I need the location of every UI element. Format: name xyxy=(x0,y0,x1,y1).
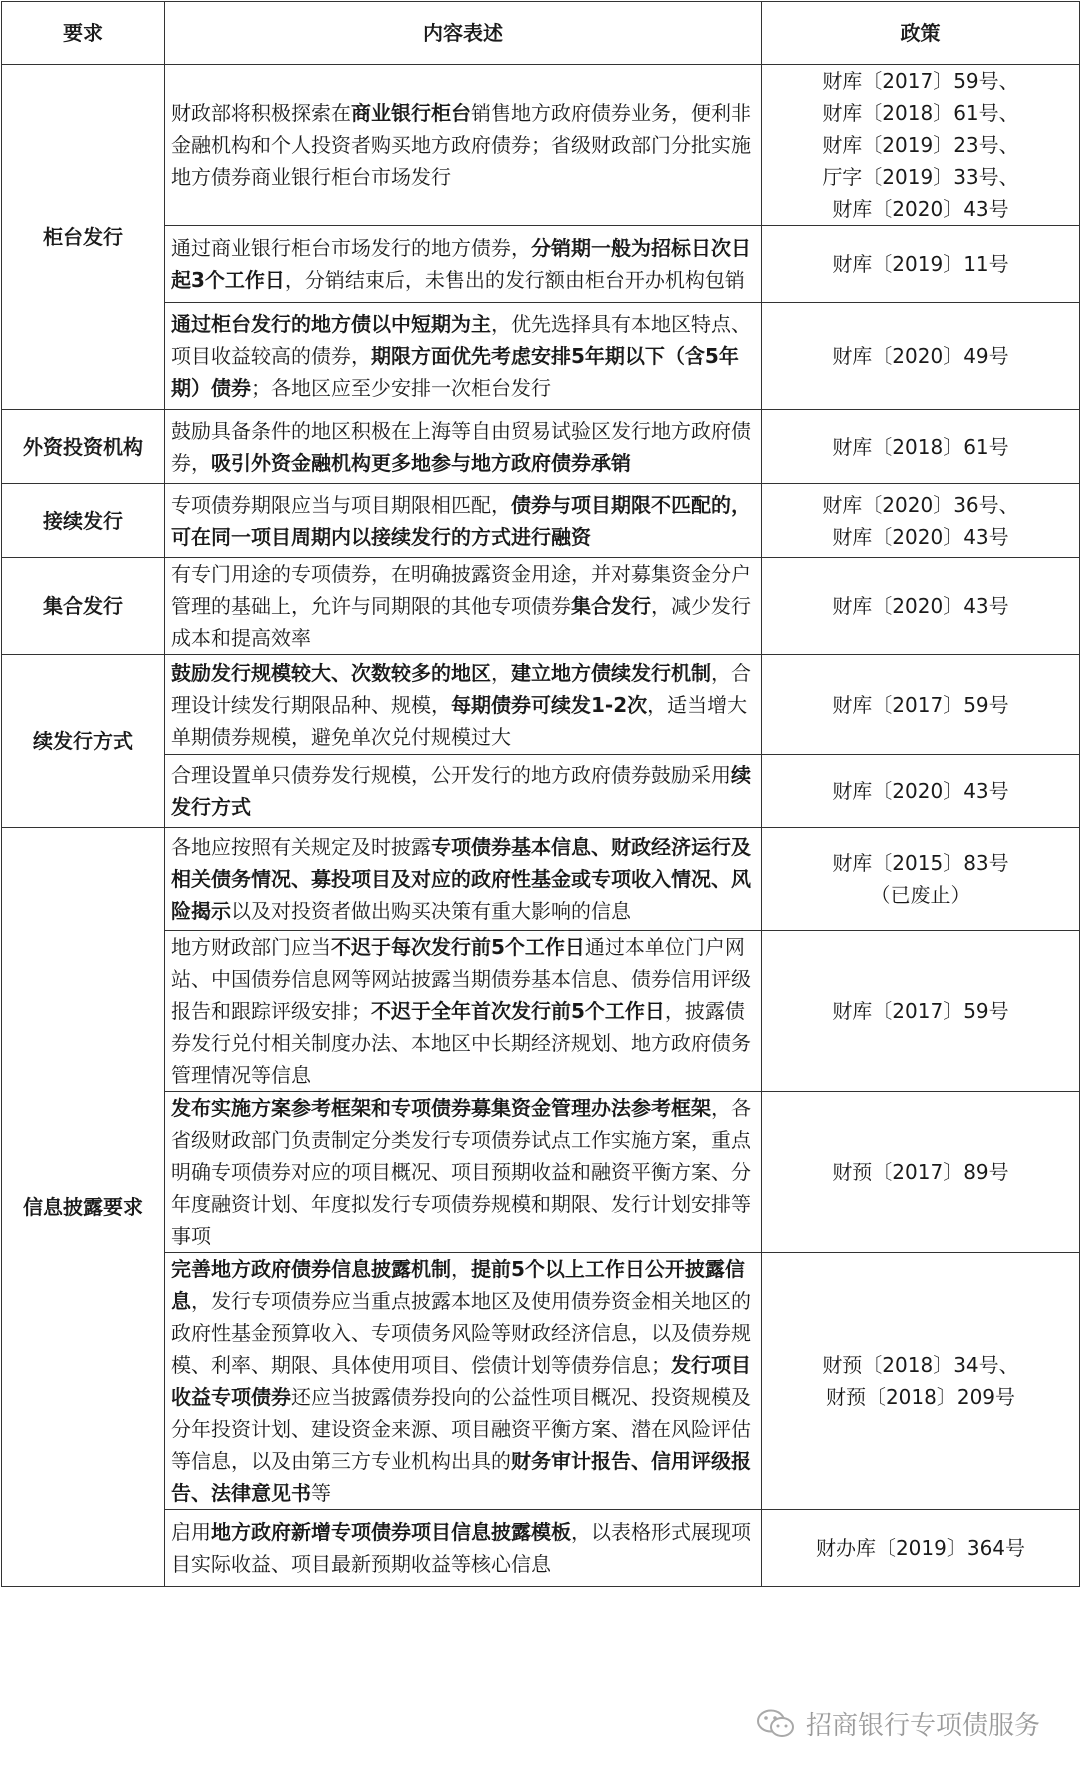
content-text: 各地应按照有关规定及时披露 xyxy=(171,835,431,859)
content-cell xyxy=(165,1510,762,1587)
policy-ref: 厅字〔2019〕33号、 xyxy=(822,165,1019,189)
content-text: ，以表格形式展现项目实际收益、项目最新预期收益等核心信息 xyxy=(171,1520,751,1576)
content-text: ， xyxy=(491,660,511,685)
table-row xyxy=(2,484,1080,558)
content-text: ，减少发行成本和提高效率 xyxy=(171,594,751,650)
content-text: ，分销结束后，未售出的发行额由柜台开办机构包销 xyxy=(284,268,745,292)
policy-ref: 财办库〔2019〕364号 xyxy=(815,1536,1026,1560)
content-cell xyxy=(165,226,762,303)
content-emphasis: 不迟于每次发行前5个工作日 xyxy=(331,935,585,959)
header-content: 内容表述 xyxy=(165,2,762,65)
watermark xyxy=(756,1705,1040,1742)
header-policy: 政策 xyxy=(762,2,1080,65)
content-cell xyxy=(165,484,762,558)
policy-ref: 财库〔2020〕36号、 xyxy=(822,492,1019,517)
content-cell xyxy=(165,558,762,655)
content-emphasis: 集合发行 xyxy=(571,594,651,618)
content-text: 鼓励具备条件的地区积极在上海等自由贸易试验区发行地方政府债券， xyxy=(171,418,751,475)
policy-ref: 财库〔2020〕43号 xyxy=(832,779,1009,803)
content-emphasis: 通过柜台发行的地方债以中短期为主 xyxy=(171,312,491,336)
requirement-cell: 集合发行 xyxy=(2,558,165,655)
content-emphasis: 鼓励发行规模较大、次数较多的地区 xyxy=(171,660,491,685)
requirement-cell: 外资投资机构 xyxy=(2,410,165,484)
policy-cell xyxy=(762,828,1080,931)
content-text: ，各省级财政部门负责制定分类发行专项债券试点工作实施方案，重点明确专项债券对应的项目概况、项目预期收益和融资平衡方案、分年度融资计划、年度拟发行专项债券规模和期限、发行计划安排等事项 xyxy=(171,1096,751,1248)
table-body xyxy=(2,65,1080,1587)
content-text: 还应当披露债券投向的公益性项目概况、投资规模及分年投资计划、建设资金来源、项目融资平衡方案、潜在风险评估等信息，以及由第三方专业机构出具的 xyxy=(171,1385,751,1473)
policy-ref: 财库〔2015〕83号 xyxy=(832,851,1009,875)
table-row xyxy=(2,655,1080,755)
content-emphasis: 完善地方政府债券信息披露机制 xyxy=(171,1257,451,1281)
content-cell xyxy=(165,410,762,484)
requirement-cell: 接续发行 xyxy=(2,484,165,558)
policy-cell xyxy=(762,1253,1080,1510)
content-emphasis: 债券与项目期限不匹配的，可在同一项目周期内以接续发行的方式进行融资 xyxy=(171,492,751,549)
policy-ref: 财库〔2017〕59号、 xyxy=(822,69,1019,93)
table-header-row xyxy=(2,2,1080,65)
content-emphasis: 分销期一般为招标日次日起3个工作日 xyxy=(171,236,751,292)
header-requirement: 要求 xyxy=(2,2,165,65)
content-emphasis: 财务审计报告、信用评级报告、法律意见书 xyxy=(171,1449,751,1505)
content-text: 销售地方政府债券业务，便利非金融机构和个人投资者购买地方政府债券；省级财政部门分批实施地方债券商业银行柜台市场发行 xyxy=(171,101,751,189)
policy-cell xyxy=(762,1092,1080,1253)
content-text: 有专门用途的专项债券，在明确披露资金用途，并对募集资金分户管理的基础上，允许与同期限的其他专项债券 xyxy=(171,562,751,618)
content-cell xyxy=(165,755,762,828)
policy-cell xyxy=(762,226,1080,303)
policy-cell xyxy=(762,484,1080,558)
content-cell xyxy=(165,828,762,931)
wechat-icon xyxy=(756,1708,796,1740)
requirement-cell: 信息披露要求 xyxy=(2,828,165,1587)
content-text: ；各地区应至少安排一次柜台发行 xyxy=(251,376,551,400)
policy-ref: 财库〔2018〕61号 xyxy=(832,434,1009,459)
content-emphasis: 续发行方式 xyxy=(171,763,751,819)
content-text: ，优先选择具有本地区特点、项目收益较高的债券， xyxy=(171,312,751,368)
policy-cell xyxy=(762,558,1080,655)
policy-cell xyxy=(762,931,1080,1092)
content-emphasis: 提前5个以上工作日公开披露信息 xyxy=(171,1257,745,1313)
content-text: 通过商业银行柜台市场发行的地方债券， xyxy=(171,236,531,260)
policy-ref: 财库〔2018〕61号、 xyxy=(822,101,1019,125)
content-emphasis: 不迟于全年首次发行前5个工作日 xyxy=(371,999,665,1023)
content-emphasis: 吸引外资金融机构更多地参与地方政府债券承销 xyxy=(211,450,631,475)
content-emphasis: 期限方面优先考虑安排5年期以下（含5年期）债券 xyxy=(171,344,739,400)
policy-cell xyxy=(762,1510,1080,1587)
content-emphasis: 商业银行柜台 xyxy=(351,101,471,125)
requirement-cell: 柜台发行 xyxy=(2,65,165,410)
content-cell xyxy=(165,65,762,226)
policy-ref: （已废止） xyxy=(870,883,971,907)
content-emphasis: 发布实施方案参考框架和专项债券募集资金管理办法参考框架 xyxy=(171,1096,711,1120)
table-row xyxy=(2,828,1080,931)
table-row xyxy=(2,65,1080,226)
policy-ref: 财库〔2019〕11号 xyxy=(832,252,1009,276)
content-text: ， xyxy=(451,1257,471,1281)
requirement-cell: 续发行方式 xyxy=(2,655,165,828)
watermark-text: 招商银行专项债服务 xyxy=(805,1711,1040,1741)
policy-ref: 财库〔2020〕49号 xyxy=(832,344,1009,368)
content-text: 合理设置单只债券发行规模，公开发行的地方政府债券鼓励采用 xyxy=(171,763,731,787)
content-emphasis: 每期债券可续发1-2次 xyxy=(451,692,648,717)
content-text: 地方财政部门应当 xyxy=(171,935,331,959)
content-emphasis: 发行项目收益专项债券 xyxy=(171,1353,751,1409)
policy-ref: 财库〔2020〕43号 xyxy=(832,594,1009,618)
content-cell xyxy=(165,303,762,410)
content-cell xyxy=(165,1092,762,1253)
content-text: 启用 xyxy=(171,1520,211,1544)
content-text: ，适当增大单期债券规模，避免单次兑付规模过大 xyxy=(171,692,748,749)
content-text: 专项债券期限应当与项目期限相匹配， xyxy=(171,492,511,517)
content-text: 以及对投资者做出购买决策有重大影响的信息 xyxy=(231,899,631,923)
content-emphasis: 地方政府新增专项债券项目信息披露模板 xyxy=(211,1520,571,1544)
policy-cell xyxy=(762,755,1080,828)
policy-ref: 财库〔2017〕59号 xyxy=(832,692,1009,717)
table-row xyxy=(2,558,1080,655)
policy-cell xyxy=(762,303,1080,410)
policy-ref: 财预〔2018〕209号 xyxy=(825,1385,1016,1409)
content-text: 财政部将积极探索在 xyxy=(171,101,351,125)
policy-cell xyxy=(762,655,1080,755)
content-text: ，披露债券发行兑付相关制度办法、本地区中长期经济规划、地方政府债务管理情况等信息 xyxy=(171,999,751,1087)
policy-ref: 财库〔2020〕43号 xyxy=(832,524,1009,549)
content-text: 等 xyxy=(311,1481,331,1505)
content-emphasis: 专项债券基本信息、财政经济运行及相关债务情况、募投项目及对应的政府性基金或专项收入情况、风险揭示 xyxy=(171,835,751,923)
policy-ref: 财预〔2017〕89号 xyxy=(832,1160,1009,1184)
policy-cell xyxy=(762,65,1080,226)
policy-cell xyxy=(762,410,1080,484)
content-text: ，发行专项债券应当重点披露本地区及使用债券资金相关地区的政府性基金预算收入、专项债务风险等财政经济信息，以及债券规模、利率、期限、具体使用项目、偿债计划等债券信息； xyxy=(171,1289,751,1377)
policy-ref: 财库〔2020〕43号 xyxy=(832,197,1009,221)
content-cell xyxy=(165,1253,762,1510)
policy-ref: 财库〔2019〕23号、 xyxy=(822,133,1019,157)
content-cell xyxy=(165,655,762,755)
content-text: ，合理设计续发行期限品种、规模， xyxy=(171,660,751,717)
content-cell xyxy=(165,931,762,1092)
policy-ref: 财预〔2018〕34号、 xyxy=(822,1353,1019,1377)
table-row xyxy=(2,410,1080,484)
policy-table xyxy=(1,1,1080,1587)
policy-ref: 财库〔2017〕59号 xyxy=(832,999,1009,1023)
content-text: 通过本单位门户网站、中国债券信息网等网站披露当期债券基本信息、债券信用评级报告和跟踪评级安排； xyxy=(171,935,751,1023)
content-emphasis: 建立地方债续发行机制 xyxy=(511,660,711,685)
